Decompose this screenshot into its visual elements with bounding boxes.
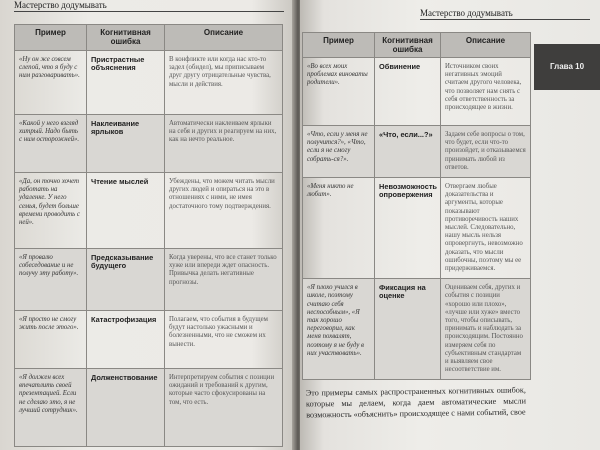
running-head-left: Мастерство додумывать — [14, 0, 284, 12]
error-cell: Чтение мыслей — [87, 173, 165, 249]
table-row — [303, 178, 531, 279]
example-cell: «Я просто не смогу жить после этого». — [15, 311, 87, 369]
table-row — [15, 311, 283, 369]
description-cell: Полагаем, что события в будущем будут настолько ужасными и болезненными, что не сможем их вынести. — [165, 311, 283, 369]
example-cell: «Я должен всех впечатлить своей презентацией. Если не сделаю это, я не лучший сотрудник». — [15, 369, 87, 447]
example-cell: «Какой у него взгляд хитрый. Надо быть с ним осторожней». — [15, 115, 87, 173]
example-cell: «Во всех моих проблемах виноваты родители». — [303, 58, 375, 126]
description-cell: Автоматически наклеиваем ярлыки на себя и других и реагируем на них, как на нечто реальное. — [165, 115, 283, 173]
cognitive-errors-table-left — [14, 24, 283, 447]
description-cell: Убеждены, что можем читать мысли других людей и опираться на это в отношениях с ними, не имея достаточного тому подтверждения. — [165, 173, 283, 249]
error-cell: Долженствование — [87, 369, 165, 447]
description-cell: Когда уверены, что все станет только хуже или впереди ждет опасность. Привычка делать негативные прогнозы. — [165, 249, 283, 311]
table-row — [15, 51, 283, 115]
error-cell: Катастрофизация — [87, 311, 165, 369]
description-cell: Задаем себе вопросы о том, что будет, если что-то произойдет, и отказываемся принимать любой из ответов. — [441, 126, 531, 178]
error-cell: Наклеивание ярлыков — [87, 115, 165, 173]
description-cell: В конфликте или когда нас кто-то задел (обидел), мы приписываем друг другу отрицательные чувства, мысли и действия. — [165, 51, 283, 115]
description-cell: Интерпретируем события с позиции ожиданий и требований к другим, которые часто сфокусированы на том, что есть. — [165, 369, 283, 447]
example-cell: «Ну он же совсем слепой, что я буду с ним разговаривать». — [15, 51, 87, 115]
example-cell: «Что, если у меня не получится?», «Что, если я не смогу собрать-ся?». — [303, 126, 375, 178]
column-header-description: Описание — [441, 33, 531, 58]
table-row — [15, 249, 283, 311]
table-row — [303, 279, 531, 380]
table-row — [15, 369, 283, 447]
column-header-error: Когнитивная ошибка — [375, 33, 441, 58]
error-cell: Обвинение — [375, 58, 441, 126]
chapter-tab: Глава 10 — [534, 44, 600, 90]
example-cell: «Меня никто не любит». — [303, 178, 375, 279]
column-header-example: Пример — [303, 33, 375, 58]
column-header-error: Когнитивная ошибка — [87, 25, 165, 51]
error-cell: Пристрастные объяснения — [87, 51, 165, 115]
closing-paragraph: Это примеры самых распространенных когнитивных ошибок, которые мы делаем, когда даем автоматические мысли возможность «объяснить» происходящее с нами событий, свое — [305, 385, 527, 420]
cognitive-errors-table-right — [302, 32, 531, 380]
description-cell: Источником своих негативных эмоций считаем другого человека, что позволяет нам снять с себя ответственность за происходящее в жизни. — [441, 58, 531, 126]
running-head-right: Мастерство додумывать — [420, 8, 590, 20]
column-header-description: Описание — [165, 25, 283, 51]
left-page — [0, 0, 296, 450]
example-cell: «Да, он точно хочет работать на удаленке. У него семья, будет больше времени проводить с ней». — [15, 173, 87, 249]
error-cell: Предсказывание будущего — [87, 249, 165, 311]
example-cell: «Я провалю собеседование и не получу эту работу». — [15, 249, 87, 311]
table-row — [303, 58, 531, 126]
table-row — [15, 115, 283, 173]
table-row — [303, 126, 531, 178]
table-row — [15, 173, 283, 249]
example-cell: «Я плохо учился в школе, поэтому считаю себя неспособным», «Я так хорошо переговорил, как меня похвалят, поэтому я не буду в них участвовать». — [303, 279, 375, 380]
description-cell: Оцениваем себя, других и события с позиции «хорошо или плохо», «лучше или хуже» вместо того, чтобы описывать, принимать и наблюдать за происходящим. Постоянно измеряем себя по субъективным стандартам и выявляем свое несоответствие им. — [441, 279, 531, 380]
error-cell: «Что, если...?» — [375, 126, 441, 178]
error-cell: Невозможность опровержения — [375, 178, 441, 279]
description-cell: Отвергаем любые доказательства и аргументы, которые показывают противоречивость наших мыслей. Следовательно, нашу мысль нельзя опровергнуть, невозможно доказать, что мысли ошибочны, поэтому мы ее придерживаемся. — [441, 178, 531, 279]
column-header-example: Пример — [15, 25, 87, 51]
error-cell: Фиксация на оценке — [375, 279, 441, 380]
